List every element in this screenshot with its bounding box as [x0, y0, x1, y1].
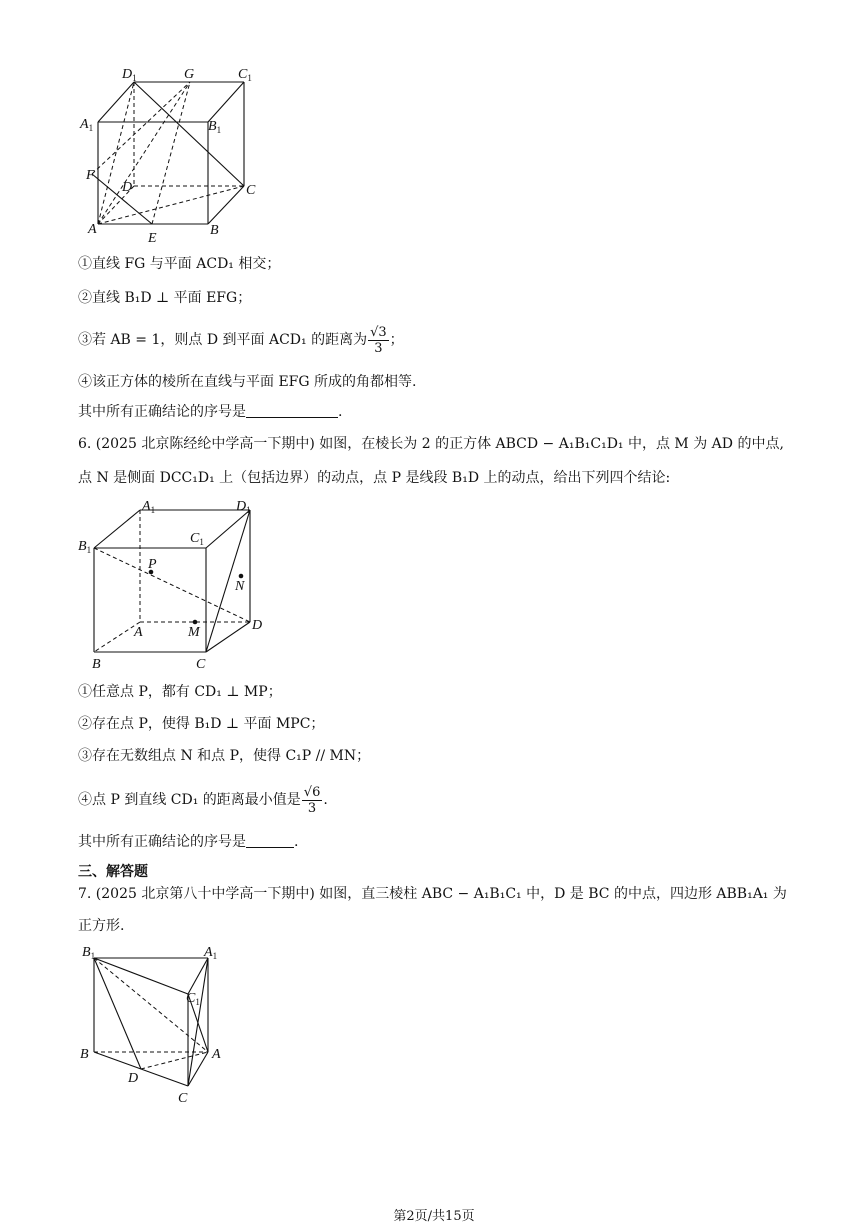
svg-text:A1: $A_1$: [142, 499, 156, 515]
label-g: G: [184, 67, 195, 82]
svg-text:E: E: [148, 231, 157, 246]
q6-statement-2: ②存在点 P，使得 B₁D ⊥ 平面 MPC；: [78, 716, 325, 732]
svg-text:A: A: [212, 1047, 221, 1062]
svg-text:D1: $D_1$: [236, 499, 251, 515]
q5-statement-4: ④该正方体的棱所在直线与平面 EFG 所成的角都相等.: [78, 374, 417, 390]
svg-text:C: C: [196, 657, 206, 672]
figure-cube-efg: [78, 62, 278, 252]
svg-text:B1: $B_1$: [78, 539, 92, 555]
svg-text:A1: $A_1$: [80, 117, 94, 133]
fraction-sqrt3-over-3: $\frac{√3}{3}$: [370, 324, 387, 356]
svg-text:D: D: [252, 618, 263, 633]
svg-text:B: B: [80, 1047, 89, 1062]
q6-line-1: 6. (2025 北京陈经纶中学高一下期中) 如图，在棱长为 2 的正方体 ABCD − A₁B₁C₁D₁ 中，点 M 为 AD 的中点,: [78, 436, 784, 452]
svg-text:N: N: [235, 579, 245, 594]
svg-text:B1: $B_1$: [208, 119, 222, 135]
svg-text:A1: $A_1$: [204, 945, 218, 961]
figure-prism: [78, 942, 238, 1108]
q5-statement-3: ③若 AB = 1，则点 D 到平面 ACD₁ 的距离为 $\frac{√3}{3}$ ；: [78, 324, 404, 356]
q6-statement-1: ①任意点 P，都有 CD₁ ⊥ MP；: [78, 684, 282, 700]
svg-text:C: C: [246, 183, 256, 198]
svg-text:A: A: [134, 625, 143, 640]
svg-text:D1: $D_1$: [122, 67, 137, 83]
svg-text:D: D: [128, 1071, 139, 1086]
svg-text:C1: $C_1$: [186, 991, 200, 1007]
q6-statement-4: ④点 P 到直线 CD₁ 的距离最小值是 $\frac{√6}{3}$ .: [78, 784, 328, 816]
svg-text:B: B: [210, 223, 219, 238]
q7-line-1: 7. (2025 北京第八十中学高一下期中) 如图，直三棱柱 ABC − A₁B₁C₁ 中，D 是 BC 的中点，四边形 ABB₁A₁ 为: [78, 886, 787, 902]
svg-text:M: M: [188, 625, 200, 640]
svg-text:C1: $C_1$: [190, 531, 204, 547]
svg-text:A: A: [88, 222, 97, 237]
q5-statement-2: ②直线 B₁D ⊥ 平面 EFG；: [78, 290, 252, 306]
q6-statement-3: ③存在无数组点 N 和点 P，使得 C₁P // MN；: [78, 748, 371, 764]
q7-line-2: 正方形.: [78, 918, 125, 934]
svg-text:F: F: [86, 168, 95, 183]
figure-cube-pmn: [78, 496, 278, 674]
svg-text:C1: $C_1$: [238, 67, 252, 83]
svg-text:C: C: [178, 1091, 188, 1106]
section-heading: 三、解答题: [78, 864, 148, 880]
q5-statement-1: ①直线 FG 与平面 ACD₁ 相交；: [78, 256, 281, 272]
page-footer: 第2页/共15页: [393, 1209, 475, 1224]
q5-answer-prompt: 其中所有正确结论的序号是 .: [78, 404, 343, 420]
q6-line-2: 点 N 是侧面 DCC₁D₁ 上（包括边界）的动点，点 P 是线段 B₁D 上的动点，给出下列四个结论:: [78, 470, 671, 486]
svg-text:P: P: [148, 557, 157, 572]
svg-text:B1: $B_1$: [82, 945, 96, 961]
fraction-sqrt6-over-3: $\frac{√6}{3}$: [303, 784, 321, 816]
svg-text:D: D: [122, 180, 133, 195]
q6-answer-prompt: 其中所有正确结论的序号是 .: [78, 834, 299, 850]
svg-text:B: B: [92, 657, 101, 672]
